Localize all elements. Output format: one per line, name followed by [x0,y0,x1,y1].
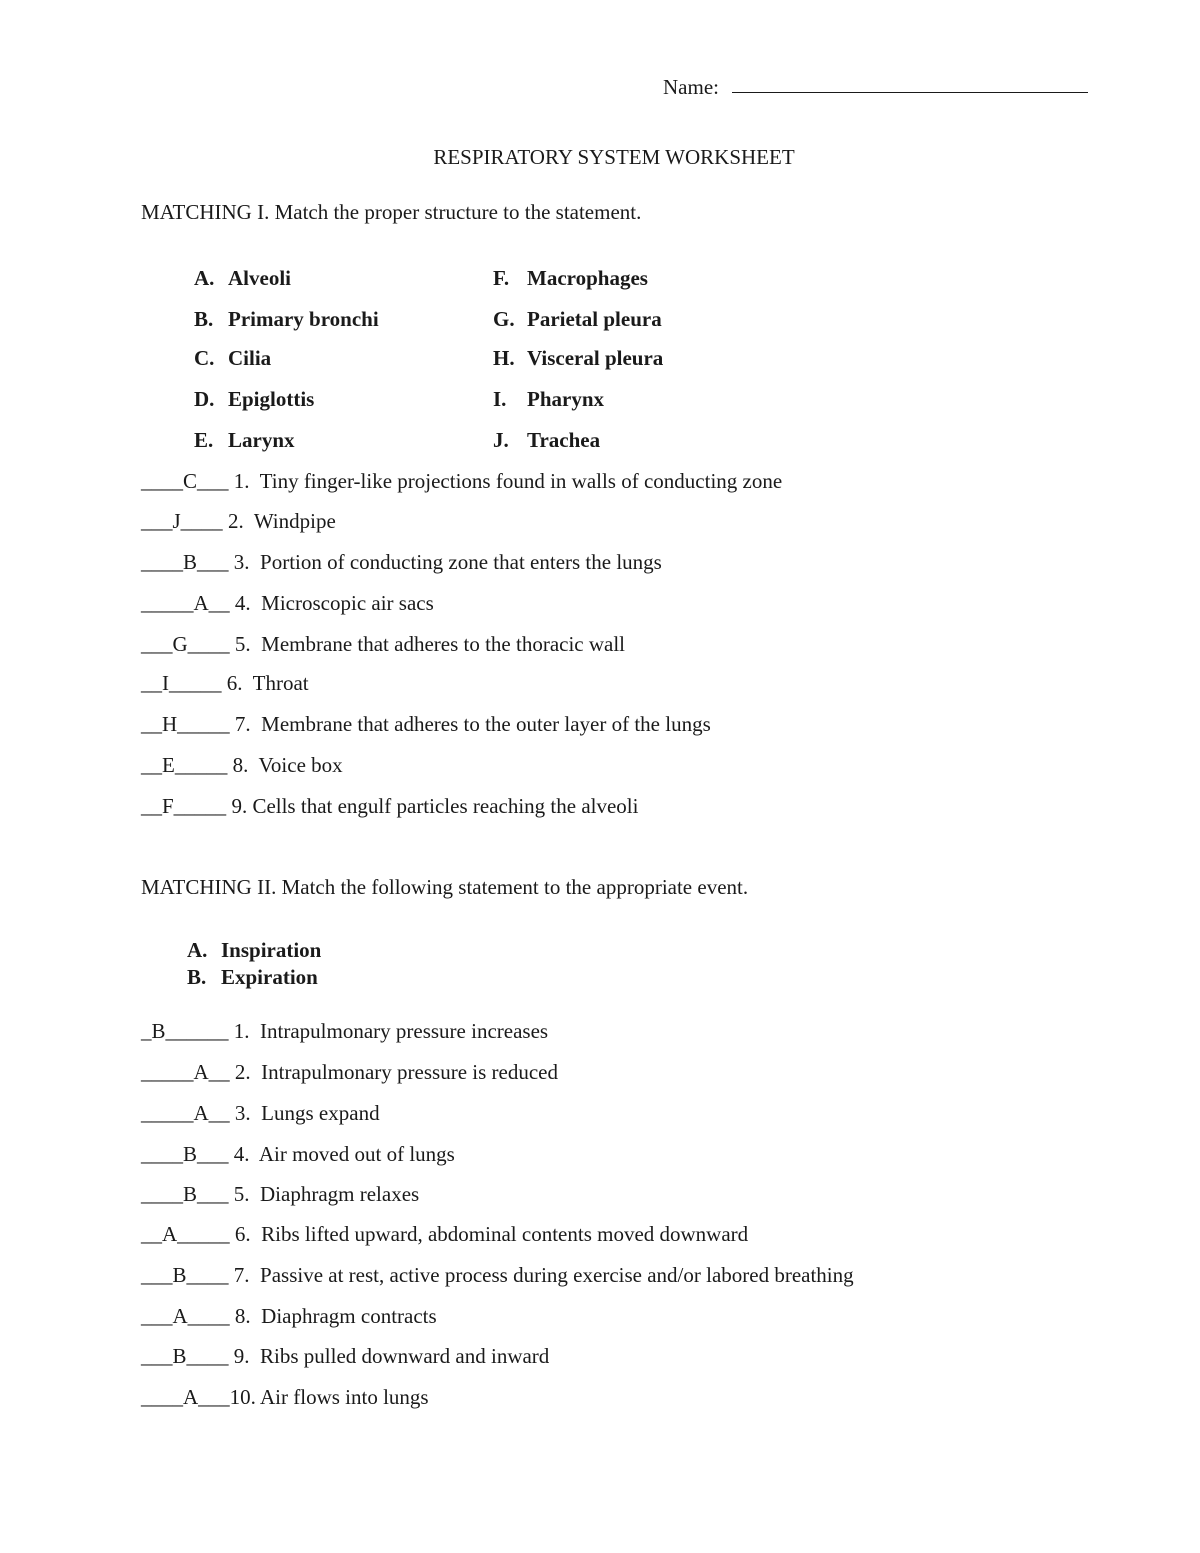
matching2-heading [141,874,748,900]
option-letter: F. [493,266,510,290]
matching2-option [187,937,321,963]
matching1-option [493,345,663,371]
question-number: 3. [233,550,250,574]
matching1-question [141,590,434,616]
question-number: 4. [233,1142,250,1166]
question-text: Air flows into lungs [260,1385,429,1409]
option-text: Inspiration [221,938,322,962]
question-number: 8. [232,753,249,777]
matching2-question [141,1384,429,1410]
answer-blank[interactable]: _____A__ [141,1101,230,1125]
answer-blank[interactable]: ____B___ [141,1182,229,1206]
question-text: Membrane that adheres to the thoracic wall [261,632,626,656]
question-text: Intrapulmonary pressure is reduced [261,1060,558,1084]
matching2-question [141,1100,380,1126]
matching1-question [141,670,309,696]
answer-blank[interactable]: __A_____ [141,1222,230,1246]
option-letter: B. [194,307,214,331]
option-text: Cilia [228,346,272,370]
option-letter: I. [493,387,507,411]
question-number: 8. [234,1304,251,1328]
question-text: Ribs lifted upward, abdominal contents moved downward [261,1222,749,1246]
matching2-question [141,1059,558,1085]
matching2-instructions: . Match the following statement to the appropriate event. [271,875,749,899]
option-letter: C. [194,346,215,370]
answer-blank[interactable]: ___J____ [141,509,223,533]
worksheet-title: RESPIRATORY SYSTEM WORKSHEET [433,145,795,169]
matching1-option [194,386,314,412]
question-text: Membrane that adheres to the outer layer of the lungs [261,712,711,736]
answer-blank[interactable]: ___B____ [141,1263,229,1287]
question-text: Diaphragm relaxes [260,1182,420,1206]
matching1-option [493,386,604,412]
matching1-option [493,265,648,291]
answer-blank[interactable]: ____B___ [141,550,229,574]
question-number: 10. [229,1385,256,1409]
matching2-heading-label: MATCHING II [141,875,272,899]
option-text: Pharynx [527,387,605,411]
question-number: 2. [227,509,244,533]
option-text: Expiration [221,965,318,989]
matching1-option [493,427,600,453]
answer-blank[interactable]: ___B____ [141,1344,229,1368]
question-text: Passive at rest, active process during exercise and/or labored breathing [260,1263,854,1287]
option-letter: J. [493,428,509,452]
matching1-option [194,427,295,453]
option-text: Larynx [228,428,295,452]
answer-blank[interactable]: _____A__ [141,1060,230,1084]
answer-blank[interactable]: __F_____ [141,794,227,818]
matching2-question [141,1262,854,1288]
answer-blank[interactable]: ___G____ [141,632,230,656]
matching2-option [187,964,318,990]
answer-blank[interactable]: _____A__ [141,591,230,615]
answer-blank[interactable]: __E_____ [141,753,228,777]
name-label: Name: [663,75,719,99]
matching1-question [141,752,343,778]
question-number: 7. [233,1263,250,1287]
matching2-question [141,1343,549,1369]
question-text: Throat [252,671,309,695]
matching1-instructions: . Match the proper structure to the statement. [264,200,642,224]
matching2-question [141,1141,455,1167]
matching1-question [141,793,638,819]
question-text: Air moved out of lungs [258,1142,455,1166]
question-number: 7. [234,712,251,736]
option-letter: E. [194,428,214,452]
question-number: 1. [233,469,250,493]
matching2-question [141,1181,419,1207]
answer-blank[interactable]: __I_____ [141,671,222,695]
option-letter: A. [187,938,208,962]
question-number: 3. [234,1101,251,1125]
matching1-question [141,631,625,657]
question-text: Ribs pulled downward and inward [260,1344,550,1368]
matching2-question [141,1221,748,1247]
matching1-option [194,265,291,291]
matching1-question [141,549,662,575]
question-text: Tiny finger-like projections found in walls of conducting zone [259,469,783,493]
answer-blank[interactable]: ____A___ [141,1385,230,1409]
option-text: Primary bronchi [228,307,379,331]
question-number: 2. [234,1060,251,1084]
question-number: 1. [233,1019,250,1043]
matching1-option [194,306,379,332]
option-letter: A. [194,266,215,290]
question-text: Intrapulmonary pressure increases [260,1019,549,1043]
matching1-heading-label: MATCHING I [141,200,265,224]
matching1-option [194,345,271,371]
matching1-option [493,306,662,332]
question-text: Portion of conducting zone that enters the lungs [260,550,662,574]
matching1-question [141,711,711,737]
option-text: Parietal pleura [527,307,662,331]
matching2-question [141,1018,548,1044]
option-text: Trachea [527,428,601,452]
question-number: 6. [226,671,243,695]
question-text: Diaphragm contracts [261,1304,437,1328]
option-letter: B. [187,965,207,989]
option-text: Visceral pleura [527,346,664,370]
question-text: Voice box [258,753,343,777]
question-number: 5. [233,1182,250,1206]
name-input-line[interactable] [732,92,1088,93]
option-text: Macrophages [527,266,648,290]
question-text: Microscopic air sacs [261,591,434,615]
answer-blank[interactable]: _B______ [141,1019,229,1043]
option-text: Alveoli [228,266,291,290]
question-text: Windpipe [253,509,336,533]
answer-blank[interactable]: ____C___ [141,469,229,493]
answer-blank[interactable]: ____B___ [141,1142,229,1166]
option-text: Epiglottis [228,387,315,411]
answer-blank[interactable]: __H_____ [141,712,230,736]
option-letter: D. [194,387,215,411]
question-text: Cells that engulf particles reaching the alveoli [252,794,639,818]
question-number: 5. [234,632,251,656]
question-number: 9. [233,1344,250,1368]
option-letter: G. [493,307,515,331]
question-number: 9. [231,794,248,818]
question-number: 6. [234,1222,251,1246]
matching1-question [141,468,782,494]
matching1-question [141,508,336,534]
question-number: 4. [234,591,251,615]
answer-blank[interactable]: ___A____ [141,1304,230,1328]
question-text: Lungs expand [261,1101,380,1125]
option-letter: H. [493,346,515,370]
matching1-heading [141,199,641,225]
matching2-question [141,1303,437,1329]
